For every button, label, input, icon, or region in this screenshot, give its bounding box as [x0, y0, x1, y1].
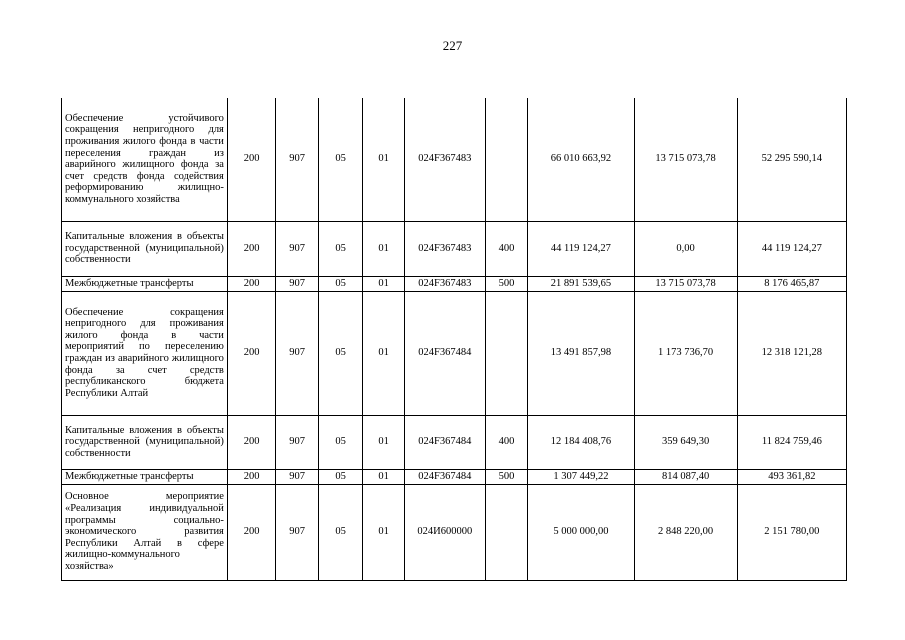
code-cell: 01	[363, 415, 404, 469]
table-row	[62, 221, 847, 276]
code-cell: 200	[227, 98, 276, 221]
amount-cell: 13 715 073,78	[634, 98, 737, 221]
code-cell: 01	[363, 469, 404, 484]
amount-cell: 12 184 408,76	[528, 415, 634, 469]
code-cell: 05	[318, 276, 363, 291]
code-cell: 05	[318, 221, 363, 276]
code-cell: 05	[318, 469, 363, 484]
code-cell: 05	[318, 415, 363, 469]
amount-cell: 5 000 000,00	[528, 484, 634, 580]
table-row	[62, 98, 847, 221]
amount-cell: 8 176 465,87	[737, 276, 846, 291]
row-name: Капитальные вложения в объекты государственной (муниципальной) собственности	[62, 415, 228, 469]
amount-cell: 1 307 449,22	[528, 469, 634, 484]
code-cell: 907	[276, 469, 318, 484]
code-cell: 024И600000	[404, 484, 485, 580]
amount-cell: 1 173 736,70	[634, 291, 737, 415]
code-cell	[485, 98, 527, 221]
table-row	[62, 291, 847, 415]
code-cell: 200	[227, 221, 276, 276]
code-cell: 05	[318, 98, 363, 221]
amount-cell: 2 848 220,00	[634, 484, 737, 580]
code-cell: 907	[276, 291, 318, 415]
row-name: Обеспечение устойчивого сокращения непригодного для проживания жилого фонда в части переселения граждан из аварийного жилищного фонда за счет средств фонда содействия реформированию жилищно-коммунального хозяйства	[62, 98, 228, 221]
code-cell: 907	[276, 221, 318, 276]
amount-cell: 21 891 539,65	[528, 276, 634, 291]
code-cell: 200	[227, 484, 276, 580]
row-name: Основное мероприятие «Реализация индивидуальной программы социально-экономического развития Республики Алтай в сфере жилищно-коммунального хозяйства»	[62, 484, 228, 580]
table-row	[62, 469, 847, 484]
code-cell: 01	[363, 98, 404, 221]
budget-table	[61, 98, 847, 581]
code-cell: 01	[363, 276, 404, 291]
code-cell: 907	[276, 276, 318, 291]
code-cell: 907	[276, 484, 318, 580]
code-cell	[485, 291, 527, 415]
amount-cell: 12 318 121,28	[737, 291, 846, 415]
row-name: Капитальные вложения в объекты государственной (муниципальной) собственности	[62, 221, 228, 276]
table-row	[62, 415, 847, 469]
amount-cell: 44 119 124,27	[737, 221, 846, 276]
code-cell: 024F367483	[404, 98, 485, 221]
page-number: 227	[442, 38, 463, 53]
row-name: Межбюджетные трансферты	[62, 276, 228, 291]
code-cell: 01	[363, 221, 404, 276]
amount-cell: 0,00	[634, 221, 737, 276]
code-cell: 024F367484	[404, 415, 485, 469]
code-cell: 200	[227, 415, 276, 469]
amount-cell: 11 824 759,46	[737, 415, 846, 469]
code-cell: 024F367483	[404, 276, 485, 291]
code-cell: 500	[485, 469, 527, 484]
code-cell: 400	[485, 221, 527, 276]
code-cell: 907	[276, 415, 318, 469]
code-cell: 05	[318, 291, 363, 415]
code-cell	[485, 484, 527, 580]
amount-cell: 44 119 124,27	[528, 221, 634, 276]
row-name: Обеспечение сокращения непригодного для проживания жилого фонда в части мероприятий по переселению граждан из аварийного жилищного фонда за счет средств республиканского бюджета Республики Алтай	[62, 291, 228, 415]
code-cell: 01	[363, 291, 404, 415]
code-cell: 200	[227, 276, 276, 291]
amount-cell: 66 010 663,92	[528, 98, 634, 221]
amount-cell: 493 361,82	[737, 469, 846, 484]
amount-cell: 2 151 780,00	[737, 484, 846, 580]
amount-cell: 52 295 590,14	[737, 98, 846, 221]
table-row	[62, 484, 847, 580]
amount-cell: 814 087,40	[634, 469, 737, 484]
amount-cell: 359 649,30	[634, 415, 737, 469]
row-name: Межбюджетные трансферты	[62, 469, 228, 484]
code-cell: 05	[318, 484, 363, 580]
code-cell: 200	[227, 469, 276, 484]
code-cell: 200	[227, 291, 276, 415]
code-cell: 907	[276, 98, 318, 221]
amount-cell: 13 715 073,78	[634, 276, 737, 291]
code-cell: 400	[485, 415, 527, 469]
code-cell: 024F367483	[404, 221, 485, 276]
code-cell: 024F367484	[404, 291, 485, 415]
amount-cell: 13 491 857,98	[528, 291, 634, 415]
code-cell: 024F367484	[404, 469, 485, 484]
table-row	[62, 276, 847, 291]
code-cell: 500	[485, 276, 527, 291]
code-cell: 01	[363, 484, 404, 580]
